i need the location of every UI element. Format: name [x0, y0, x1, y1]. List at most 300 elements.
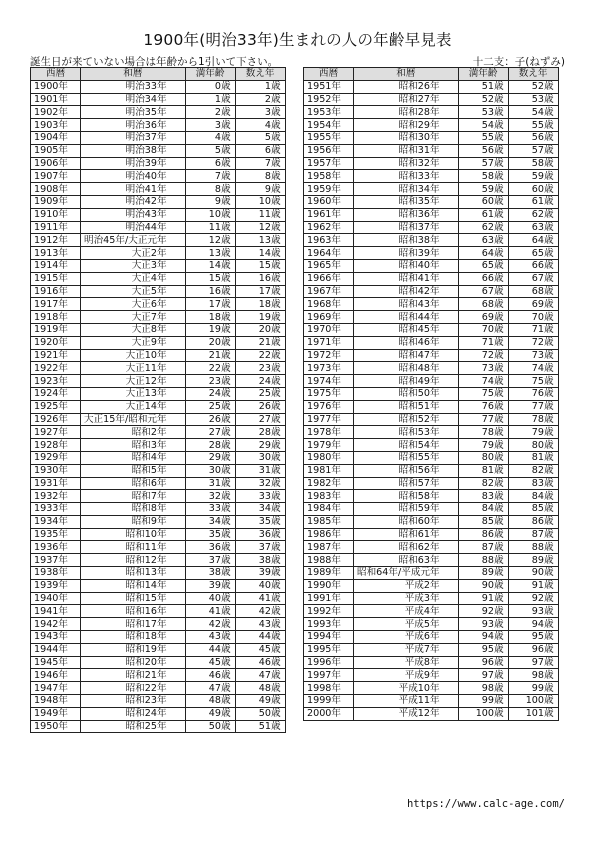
full-age-cell: 9歳 [185, 195, 235, 208]
western-year-cell: 1953年 [304, 106, 354, 119]
full-age-cell: 51歳 [458, 80, 508, 93]
kazoe-age-cell: 29歳 [235, 439, 285, 452]
header-row [304, 68, 559, 81]
full-age-cell: 16歳 [185, 285, 235, 298]
full-age-cell: 27歳 [185, 426, 235, 439]
table-row [31, 119, 286, 132]
full-age-cell: 99歳 [458, 695, 508, 708]
kazoe-age-cell: 1歳 [235, 80, 285, 93]
full-age-cell: 83歳 [458, 490, 508, 503]
western-year-cell: 1950年 [31, 720, 81, 733]
table-row [31, 234, 286, 247]
kazoe-age-cell: 49歳 [235, 695, 285, 708]
full-age-cell: 28歳 [185, 439, 235, 452]
japanese-era-cell: 平成9年 [354, 669, 459, 682]
japanese-era-cell: 昭和46年 [354, 336, 459, 349]
table-row [31, 349, 286, 362]
full-age-cell: 50歳 [185, 720, 235, 733]
table-row [304, 234, 559, 247]
full-age-cell: 39歳 [185, 579, 235, 592]
japanese-era-cell: 昭和50年 [354, 387, 459, 400]
western-year-cell: 1995年 [304, 643, 354, 656]
western-year-cell: 1994年 [304, 631, 354, 644]
western-year-cell: 1928年 [31, 439, 81, 452]
table-row [304, 336, 559, 349]
table-row [31, 439, 286, 452]
japanese-era-cell: 昭和38年 [354, 234, 459, 247]
kazoe-age-cell: 54歳 [508, 106, 558, 119]
japanese-era-cell: 明治38年 [81, 144, 186, 157]
table-row [31, 426, 286, 439]
full-age-cell: 54歳 [458, 119, 508, 132]
full-age-cell: 84歳 [458, 503, 508, 516]
table-row [304, 439, 559, 452]
full-age-cell: 65歳 [458, 259, 508, 272]
table-row [304, 503, 559, 516]
western-year-cell: 1908年 [31, 183, 81, 196]
japanese-era-cell: 昭和27年 [354, 93, 459, 106]
full-age-cell: 26歳 [185, 413, 235, 426]
kazoe-age-cell: 78歳 [508, 413, 558, 426]
table-row [304, 707, 559, 720]
table-row [31, 605, 286, 618]
full-age-cell: 90歳 [458, 579, 508, 592]
kazoe-age-cell: 18歳 [235, 298, 285, 311]
kazoe-age-cell: 40歳 [235, 579, 285, 592]
full-age-cell: 30歳 [185, 464, 235, 477]
western-year-cell: 1958年 [304, 170, 354, 183]
kazoe-age-cell: 70歳 [508, 311, 558, 324]
kazoe-age-cell: 77歳 [508, 400, 558, 413]
full-age-cell: 56歳 [458, 144, 508, 157]
western-year-cell: 1931年 [31, 477, 81, 490]
birthday-note: 誕生日が来ていない場合は年齢から1引いて下さい。 [30, 56, 279, 68]
kazoe-age-cell: 25歳 [235, 387, 285, 400]
full-age-cell: 46歳 [185, 669, 235, 682]
full-age-cell: 18歳 [185, 311, 235, 324]
table-row [304, 221, 559, 234]
japanese-era-cell: 昭和15年 [81, 592, 186, 605]
kazoe-age-cell: 3歳 [235, 106, 285, 119]
western-year-cell: 1946年 [31, 669, 81, 682]
full-age-cell: 68歳 [458, 298, 508, 311]
western-year-cell: 1988年 [304, 554, 354, 567]
kazoe-age-cell: 57歳 [508, 144, 558, 157]
japanese-era-cell: 明治39年 [81, 157, 186, 170]
kazoe-age-cell: 71歳 [508, 323, 558, 336]
japanese-era-cell: 昭和12年 [81, 554, 186, 567]
table-row [304, 400, 559, 413]
kazoe-age-cell: 48歳 [235, 682, 285, 695]
western-year-cell: 1923年 [31, 375, 81, 388]
japanese-era-cell: 大正7年 [81, 311, 186, 324]
japanese-era-cell: 昭和5年 [81, 464, 186, 477]
kazoe-age-cell: 19歳 [235, 311, 285, 324]
header-kazoe-age: 数え年 [508, 68, 558, 81]
table-row [31, 656, 286, 669]
kazoe-age-cell: 83歳 [508, 477, 558, 490]
kazoe-age-cell: 66歳 [508, 259, 558, 272]
full-age-cell: 41歳 [185, 605, 235, 618]
kazoe-age-cell: 24歳 [235, 375, 285, 388]
table-row [304, 605, 559, 618]
full-age-cell: 92歳 [458, 605, 508, 618]
japanese-era-cell: 明治35年 [81, 106, 186, 119]
full-age-cell: 53歳 [458, 106, 508, 119]
table-row [31, 247, 286, 260]
kazoe-age-cell: 50歳 [235, 707, 285, 720]
full-age-cell: 95歳 [458, 643, 508, 656]
table-row [31, 682, 286, 695]
header-row [31, 68, 286, 81]
western-year-cell: 1901年 [31, 93, 81, 106]
japanese-era-cell: 昭和34年 [354, 183, 459, 196]
japanese-era-cell: 昭和17年 [81, 618, 186, 631]
kazoe-age-cell: 100歳 [508, 695, 558, 708]
table-row [304, 170, 559, 183]
kazoe-age-cell: 31歳 [235, 464, 285, 477]
table-row [31, 618, 286, 631]
kazoe-age-cell: 51歳 [235, 720, 285, 733]
western-year-cell: 1962年 [304, 221, 354, 234]
japanese-era-cell: 平成4年 [354, 605, 459, 618]
age-table-left [30, 67, 286, 733]
japanese-era-cell: 昭和9年 [81, 515, 186, 528]
kazoe-age-cell: 20歳 [235, 323, 285, 336]
western-year-cell: 1939年 [31, 579, 81, 592]
japanese-era-cell: 昭和28年 [354, 106, 459, 119]
full-age-cell: 78歳 [458, 426, 508, 439]
full-age-cell: 15歳 [185, 272, 235, 285]
full-age-cell: 79歳 [458, 439, 508, 452]
japanese-era-cell: 昭和60年 [354, 515, 459, 528]
kazoe-age-cell: 11歳 [235, 208, 285, 221]
western-year-cell: 1986年 [304, 528, 354, 541]
japanese-era-cell: 明治40年 [81, 170, 186, 183]
japanese-era-cell: 大正13年 [81, 387, 186, 400]
kazoe-age-cell: 95歳 [508, 631, 558, 644]
japanese-era-cell: 大正2年 [81, 247, 186, 260]
table-row [31, 579, 286, 592]
western-year-cell: 1987年 [304, 541, 354, 554]
table-row [304, 464, 559, 477]
kazoe-age-cell: 97歳 [508, 656, 558, 669]
kazoe-age-cell: 52歳 [508, 80, 558, 93]
japanese-era-cell: 昭和42年 [354, 285, 459, 298]
table-row [304, 695, 559, 708]
japanese-era-cell: 昭和52年 [354, 413, 459, 426]
full-age-cell: 69歳 [458, 311, 508, 324]
kazoe-age-cell: 26歳 [235, 400, 285, 413]
western-year-cell: 1947年 [31, 682, 81, 695]
japanese-era-cell: 明治45年/大正元年 [81, 234, 186, 247]
table-row [304, 579, 559, 592]
full-age-cell: 8歳 [185, 183, 235, 196]
full-age-cell: 81歳 [458, 464, 508, 477]
western-year-cell: 1984年 [304, 503, 354, 516]
japanese-era-cell: 昭和43年 [354, 298, 459, 311]
table-row [31, 490, 286, 503]
full-age-cell: 87歳 [458, 541, 508, 554]
japanese-era-cell: 昭和26年 [354, 80, 459, 93]
kazoe-age-cell: 62歳 [508, 208, 558, 221]
full-age-cell: 5歳 [185, 144, 235, 157]
kazoe-age-cell: 56歳 [508, 131, 558, 144]
japanese-era-cell: 明治33年 [81, 80, 186, 93]
western-year-cell: 1981年 [304, 464, 354, 477]
japanese-era-cell: 大正3年 [81, 259, 186, 272]
western-year-cell: 1972年 [304, 349, 354, 362]
table-row [31, 80, 286, 93]
kazoe-age-cell: 37歳 [235, 541, 285, 554]
kazoe-age-cell: 6歳 [235, 144, 285, 157]
table-row [304, 323, 559, 336]
japanese-era-cell: 昭和48年 [354, 362, 459, 375]
full-age-cell: 49歳 [185, 707, 235, 720]
full-age-cell: 34歳 [185, 515, 235, 528]
japanese-era-cell: 昭和53年 [354, 426, 459, 439]
full-age-cell: 47歳 [185, 682, 235, 695]
full-age-cell: 100歳 [458, 707, 508, 720]
table-row [304, 272, 559, 285]
western-year-cell: 1992年 [304, 605, 354, 618]
western-year-cell: 1964年 [304, 247, 354, 260]
full-age-cell: 82歳 [458, 477, 508, 490]
japanese-era-cell: 昭和41年 [354, 272, 459, 285]
table-row [304, 195, 559, 208]
table-row [31, 323, 286, 336]
full-age-cell: 77歳 [458, 413, 508, 426]
kazoe-age-cell: 34歳 [235, 503, 285, 516]
kazoe-age-cell: 38歳 [235, 554, 285, 567]
table-row [304, 515, 559, 528]
western-year-cell: 1990年 [304, 579, 354, 592]
table-row [304, 311, 559, 324]
table-row [304, 119, 559, 132]
page-title: 1900年(明治33年)生まれの人の年齢早見表 [143, 31, 452, 49]
full-age-cell: 80歳 [458, 451, 508, 464]
kazoe-age-cell: 68歳 [508, 285, 558, 298]
japanese-era-cell: 昭和47年 [354, 349, 459, 362]
western-year-cell: 1933年 [31, 503, 81, 516]
japanese-era-cell: 明治37年 [81, 131, 186, 144]
western-year-cell: 1900年 [31, 80, 81, 93]
western-year-cell: 1959年 [304, 183, 354, 196]
table-row [304, 631, 559, 644]
kazoe-age-cell: 30歳 [235, 451, 285, 464]
western-year-cell: 1978年 [304, 426, 354, 439]
japanese-era-cell: 平成12年 [354, 707, 459, 720]
japanese-era-cell: 明治36年 [81, 119, 186, 132]
kazoe-age-cell: 43歳 [235, 618, 285, 631]
japanese-era-cell: 昭和59年 [354, 503, 459, 516]
western-year-cell: 1997年 [304, 669, 354, 682]
full-age-cell: 20歳 [185, 336, 235, 349]
western-year-cell: 1963年 [304, 234, 354, 247]
western-year-cell: 1924年 [31, 387, 81, 400]
full-age-cell: 48歳 [185, 695, 235, 708]
table-row [31, 695, 286, 708]
western-year-cell: 1970年 [304, 323, 354, 336]
kazoe-age-cell: 81歳 [508, 451, 558, 464]
full-age-cell: 45歳 [185, 656, 235, 669]
table-row [304, 413, 559, 426]
japanese-era-cell: 昭和51年 [354, 400, 459, 413]
kazoe-age-cell: 8歳 [235, 170, 285, 183]
zodiac-label: 十二支：子(ねずみ) [472, 56, 565, 68]
japanese-era-cell: 昭和64年/平成元年 [354, 567, 459, 580]
full-age-cell: 11歳 [185, 221, 235, 234]
western-year-cell: 1989年 [304, 567, 354, 580]
kazoe-age-cell: 53歳 [508, 93, 558, 106]
japanese-era-cell: 昭和32年 [354, 157, 459, 170]
full-age-cell: 67歳 [458, 285, 508, 298]
kazoe-age-cell: 32歳 [235, 477, 285, 490]
table-row [31, 515, 286, 528]
full-age-cell: 37歳 [185, 554, 235, 567]
japanese-era-cell: 昭和25年 [81, 720, 186, 733]
western-year-cell: 1929年 [31, 451, 81, 464]
kazoe-age-cell: 92歳 [508, 592, 558, 605]
japanese-era-cell: 明治42年 [81, 195, 186, 208]
kazoe-age-cell: 44歳 [235, 631, 285, 644]
full-age-cell: 72歳 [458, 349, 508, 362]
kazoe-age-cell: 73歳 [508, 349, 558, 362]
full-age-cell: 60歳 [458, 195, 508, 208]
table-row [304, 669, 559, 682]
full-age-cell: 22歳 [185, 362, 235, 375]
japanese-era-cell: 昭和11年 [81, 541, 186, 554]
table-row [304, 106, 559, 119]
kazoe-age-cell: 90歳 [508, 567, 558, 580]
japanese-era-cell: 平成11年 [354, 695, 459, 708]
japanese-era-cell: 昭和29年 [354, 119, 459, 132]
table-row [31, 170, 286, 183]
japanese-era-cell: 昭和57年 [354, 477, 459, 490]
header-full-age: 満年齢 [458, 68, 508, 81]
table-row [304, 298, 559, 311]
kazoe-age-cell: 4歳 [235, 119, 285, 132]
table-row [304, 259, 559, 272]
full-age-cell: 85歳 [458, 515, 508, 528]
western-year-cell: 1935年 [31, 528, 81, 541]
western-year-cell: 1942年 [31, 618, 81, 631]
full-age-cell: 36歳 [185, 541, 235, 554]
western-year-cell: 1927年 [31, 426, 81, 439]
full-age-cell: 35歳 [185, 528, 235, 541]
full-age-cell: 42歳 [185, 618, 235, 631]
full-age-cell: 7歳 [185, 170, 235, 183]
kazoe-age-cell: 46歳 [235, 656, 285, 669]
table-row [31, 375, 286, 388]
kazoe-age-cell: 75歳 [508, 375, 558, 388]
kazoe-age-cell: 69歳 [508, 298, 558, 311]
table-row [304, 183, 559, 196]
japanese-era-cell: 昭和40年 [354, 259, 459, 272]
table-row [304, 362, 559, 375]
japanese-era-cell: 昭和37年 [354, 221, 459, 234]
western-year-cell: 1940年 [31, 592, 81, 605]
table-row [31, 643, 286, 656]
full-age-cell: 58歳 [458, 170, 508, 183]
japanese-era-cell: 大正11年 [81, 362, 186, 375]
table-row [31, 208, 286, 221]
full-age-cell: 19歳 [185, 323, 235, 336]
western-year-cell: 2000年 [304, 707, 354, 720]
full-age-cell: 97歳 [458, 669, 508, 682]
header-full-age: 満年齢 [185, 68, 235, 81]
table-row [31, 157, 286, 170]
full-age-cell: 96歳 [458, 656, 508, 669]
western-year-cell: 1913年 [31, 247, 81, 260]
japanese-era-cell: 昭和55年 [354, 451, 459, 464]
table-row [31, 221, 286, 234]
kazoe-age-cell: 17歳 [235, 285, 285, 298]
table-row [31, 311, 286, 324]
japanese-era-cell: 昭和4年 [81, 451, 186, 464]
japanese-era-cell: 昭和49年 [354, 375, 459, 388]
kazoe-age-cell: 65歳 [508, 247, 558, 260]
table-row [31, 720, 286, 733]
japanese-era-cell: 明治41年 [81, 183, 186, 196]
kazoe-age-cell: 42歳 [235, 605, 285, 618]
western-year-cell: 1979年 [304, 439, 354, 452]
japanese-era-cell: 大正15年/昭和元年 [81, 413, 186, 426]
western-year-cell: 1909年 [31, 195, 81, 208]
full-age-cell: 88歳 [458, 554, 508, 567]
header-western-year: 西暦 [31, 68, 81, 81]
kazoe-age-cell: 80歳 [508, 439, 558, 452]
western-year-cell: 1983年 [304, 490, 354, 503]
full-age-cell: 93歳 [458, 618, 508, 631]
kazoe-age-cell: 60歳 [508, 183, 558, 196]
western-year-cell: 1905年 [31, 144, 81, 157]
japanese-era-cell: 昭和20年 [81, 656, 186, 669]
full-age-cell: 32歳 [185, 490, 235, 503]
kazoe-age-cell: 74歳 [508, 362, 558, 375]
western-year-cell: 1969年 [304, 311, 354, 324]
table-row [31, 707, 286, 720]
western-year-cell: 1934年 [31, 515, 81, 528]
kazoe-age-cell: 84歳 [508, 490, 558, 503]
site-url: https://www.calc-age.com/ [406, 798, 565, 810]
kazoe-age-cell: 96歳 [508, 643, 558, 656]
full-age-cell: 14歳 [185, 259, 235, 272]
kazoe-age-cell: 36歳 [235, 528, 285, 541]
japanese-era-cell: 昭和23年 [81, 695, 186, 708]
japanese-era-cell: 昭和33年 [354, 170, 459, 183]
table-row [31, 528, 286, 541]
full-age-cell: 0歳 [185, 80, 235, 93]
full-age-cell: 61歳 [458, 208, 508, 221]
japanese-era-cell: 昭和7年 [81, 490, 186, 503]
kazoe-age-cell: 28歳 [235, 426, 285, 439]
table-row [304, 490, 559, 503]
western-year-cell: 1955年 [304, 131, 354, 144]
table-row [304, 682, 559, 695]
kazoe-age-cell: 99歳 [508, 682, 558, 695]
kazoe-age-cell: 85歳 [508, 503, 558, 516]
western-year-cell: 1932年 [31, 490, 81, 503]
western-year-cell: 1915年 [31, 272, 81, 285]
japanese-era-cell: 昭和19年 [81, 643, 186, 656]
kazoe-age-cell: 23歳 [235, 362, 285, 375]
japanese-era-cell: 平成3年 [354, 592, 459, 605]
japanese-era-cell: 昭和8年 [81, 503, 186, 516]
full-age-cell: 17歳 [185, 298, 235, 311]
kazoe-age-cell: 10歳 [235, 195, 285, 208]
kazoe-age-cell: 88歳 [508, 541, 558, 554]
